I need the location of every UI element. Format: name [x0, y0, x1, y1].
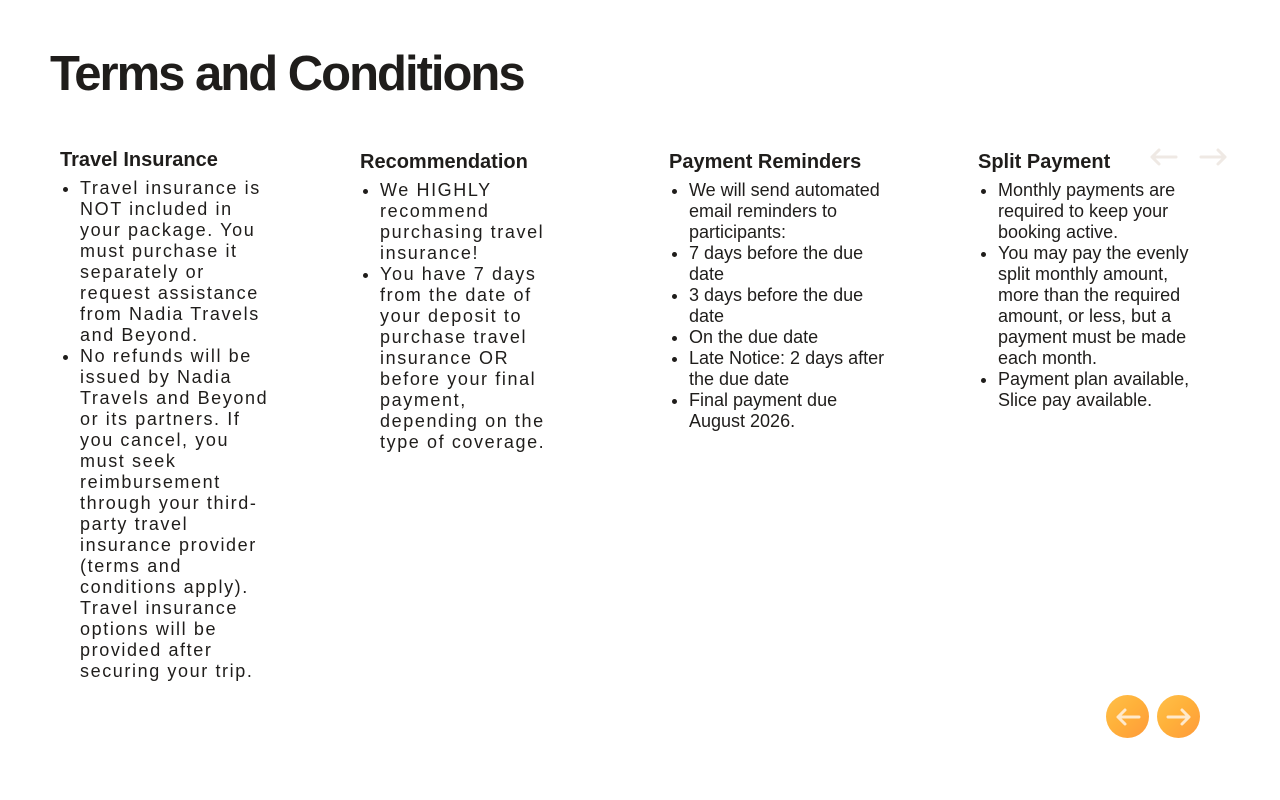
list-item: • You may pay the evenly split monthly amount, more than the required amount, or less, but a payment must be made each month. — [998, 243, 1203, 369]
list-item: • Monthly payments are required to keep your booking active. — [998, 180, 1203, 243]
list-item: • Late Notice: 2 days after the due date — [689, 348, 889, 390]
list-item: • We HIGHLY recommend purchasing travel insurance! — [380, 180, 565, 264]
page-title: Terms and Conditions — [50, 47, 524, 101]
section-travel-insurance — [60, 148, 280, 682]
section-heading: Recommendation — [360, 151, 528, 173]
list-item: • On the due date — [689, 327, 889, 348]
arrow-right-icon — [1199, 144, 1229, 172]
bullet-list — [669, 180, 889, 432]
list-item: • 3 days before the due date — [689, 285, 889, 327]
arrow-left-icon — [1114, 707, 1142, 727]
arrow-left-icon — [1148, 144, 1178, 172]
section-heading: Travel Insurance — [60, 149, 218, 171]
section-recommendation — [360, 150, 565, 453]
list-item: • Payment plan available, Slice pay available. — [998, 369, 1203, 411]
list-item: • No refunds will be issued by Nadia Travels and Beyond or its partners. If you cancel, you must seek reimbursement through your third-party travel insurance provider (terms and conditions apply). Travel insurance options will be provided after securing your trip. — [80, 346, 280, 682]
bullet-list — [978, 180, 1203, 411]
bullet-list — [360, 180, 565, 453]
list-item: • Final payment due August 2026. — [689, 390, 889, 432]
list-item: • Travel insurance is NOT included in your package. You must purchase it separately or request assistance from Nadia Travels and Beyond. — [80, 178, 280, 346]
list-item: • You have 7 days from the date of your deposit to purchase travel insurance OR before your final payment, depending on the type of coverage. — [380, 264, 565, 453]
arrow-right-icon — [1165, 707, 1193, 727]
bullet-list — [60, 178, 280, 682]
next-slide-button[interactable] — [1157, 695, 1200, 738]
section-heading: Split Payment — [978, 151, 1111, 173]
list-item: • 7 days before the due date — [689, 243, 889, 285]
section-split-payment — [978, 150, 1203, 411]
list-item: • We will send automated email reminders to participants: — [689, 180, 889, 243]
previous-slide-button[interactable] — [1106, 695, 1149, 738]
section-heading: Payment Reminders — [669, 151, 862, 173]
section-payment-reminders — [669, 150, 889, 432]
